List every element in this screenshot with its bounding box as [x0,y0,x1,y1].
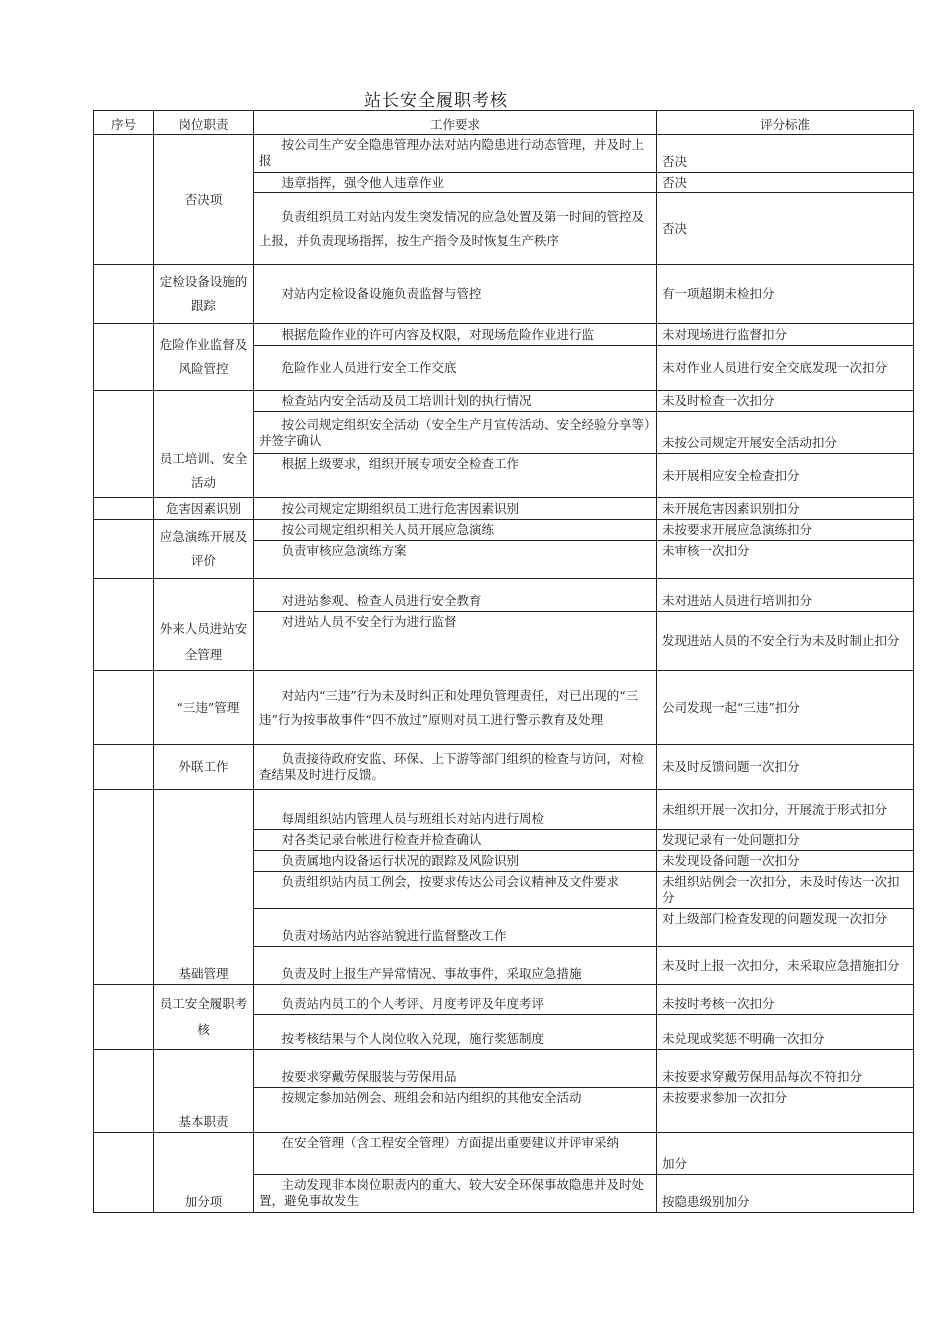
table-row [94,579,914,612]
seq-cell [94,324,154,391]
std-cell: 未按时考核一次扣分 [657,985,914,1015]
header-post: 岗位职责 [154,111,254,135]
req-cell: 每周组织站内管理人员与班组长对站内进行周检 [254,790,657,830]
std-cell: 未开展相应安全检查扣分 [657,454,914,498]
std-cell: 未兑现或奖惩不明确一次扣分 [657,1015,914,1050]
table-row [94,671,914,745]
std-cell: 未发现设备问题一次扣分 [657,851,914,872]
std-cell: 未及时上报一次扣分，未采取应急措施扣分 [657,947,914,985]
req-cell: 按公司规定组织安全活动（安全生产月宣传活动、安全经验分享等）并签字确认 [254,412,657,454]
seq-cell [94,520,154,579]
post-cell: 员工培训、安全活动 [154,391,254,498]
std-cell: 未审核一次扣分 [657,541,914,579]
seq-cell [94,265,154,324]
req-cell: 按要求穿戴劳保服装与劳保用品 [254,1050,657,1088]
post-cell: 外联工作 [154,745,254,790]
seq-cell [94,391,154,498]
req-cell: 对站内定检设备设施负责监督与管控 [254,265,657,324]
std-cell: 未组织站例会一次扣分，未及时传达一次扣分 [657,872,914,909]
req-cell: 负责组织员工对站内发生突发情况的应急处置及第一时间的管控及上报，并负责现场指挥，按生产指令及时恢复生产秩序 [254,193,657,265]
std-cell: 发现进站人员的不安全行为未及时制止扣分 [657,612,914,671]
std-cell: 按隐患级别加分 [657,1175,914,1213]
table-row [94,1133,914,1175]
req-cell: 按公司生产安全隐患管理办法对站内隐患进行动态管理，并及时上报 [254,135,657,173]
std-cell: 未按要求参加一次扣分 [657,1088,914,1133]
table-row [94,135,914,173]
header-row [94,111,914,135]
std-cell: 公司发现一起“三违”扣分 [657,671,914,745]
std-cell: 未及时反馈问题一次扣分 [657,745,914,790]
std-cell: 未按要求开展应急演练扣分 [657,520,914,541]
seq-cell [94,135,154,265]
std-cell: 未组织开展一次扣分，开展流于形式扣分 [657,790,914,830]
req-cell: 对进站参观、检查人员进行安全教育 [254,579,657,612]
std-cell: 否决 [657,193,914,265]
req-cell: 对各类记录台帐进行检查并检查确认 [254,830,657,851]
table-row [94,520,914,541]
table-row [94,790,914,830]
req-cell: 负责组织站内员工例会，按要求传达公司会议精神及文件要求 [254,872,657,909]
std-cell: 未开展危害因素识别扣分 [657,498,914,520]
table-row [94,498,914,520]
post-cell: 应急演练开展及评价 [154,520,254,579]
seq-cell [94,985,154,1050]
std-cell: 否决 [657,135,914,173]
seq-cell [94,671,154,745]
req-cell: 负责及时上报生产异常情况、事故事件，采取应急措施 [254,947,657,985]
post-cell: 加分项 [154,1133,254,1213]
req-cell: 负责属地内设备运行状况的跟踪及风险识别 [254,851,657,872]
seq-cell [94,745,154,790]
req-cell: 按公司规定组织相关人员开展应急演练 [254,520,657,541]
req-cell: 在安全管理（含工程安全管理）方面提出重要建议并评审采纳 [254,1133,657,1175]
post-cell: 定检设备设施的跟踪 [154,265,254,324]
post-cell: 外来人员进站安全管理 [154,579,254,671]
std-cell: 未对现场进行监督扣分 [657,324,914,346]
post-cell: 危险作业监督及风险管控 [154,324,254,391]
table-row [94,1050,914,1088]
std-cell: 未对进站人员进行培训扣分 [657,579,914,612]
header-seq: 序号 [94,111,154,135]
std-cell: 对上级部门检查发现的问题发现一次扣分 [657,909,914,947]
req-cell: 违章指挥，强令他人违章作业 [254,173,657,193]
req-cell: 负责对场站内站容站貌进行监督整改工作 [254,909,657,947]
req-cell: 负责接待政府安监、环保、上下游等部门组织的检查与访问，对检查结果及时进行反馈。 [254,745,657,790]
req-cell: 按考核结果与个人岗位收入兑现，施行奖惩制度 [254,1015,657,1050]
req-cell: 按规定参加站例会、班组会和站内组织的其他安全活动 [254,1088,657,1133]
seq-cell [94,579,154,671]
std-cell: 未及时检查一次扣分 [657,391,914,412]
page-title: 站长安全履职考核 [364,91,508,111]
seq-cell [94,1050,154,1133]
std-cell: 发现记录有一处问题扣分 [657,830,914,851]
table-row [94,745,914,790]
req-cell: 检查站内安全活动及员工培训计划的执行情况 [254,391,657,412]
std-cell: 未对作业人员进行安全交底发现一次扣分 [657,346,914,391]
seq-cell [94,1133,154,1213]
table-row [94,391,914,412]
post-cell: “三违”管理 [154,671,254,745]
std-cell: 加分 [657,1133,914,1175]
req-cell: 危险作业人员进行安全工作交底 [254,346,657,391]
seq-cell [94,790,154,985]
req-cell: 负责站内员工的个人考评、月度考评及年度考评 [254,985,657,1015]
std-cell: 未按公司规定开展安全活动扣分 [657,412,914,454]
req-cell: 根据危险作业的许可内容及权限，对现场危险作业进行监 [254,324,657,346]
req-cell: 按公司规定定期组织员工进行危害因素识别 [254,498,657,520]
req-cell: 负责审核应急演练方案 [254,541,657,579]
header-std: 评分标准 [657,111,914,135]
table-row [94,985,914,1015]
std-cell: 否决 [657,173,914,193]
assessment-table [93,110,914,1213]
seq-cell [94,498,154,520]
post-cell: 否决项 [154,135,254,265]
table-row [94,265,914,324]
std-cell: 未按要求穿戴劳保用品每次不符扣分 [657,1050,914,1088]
req-cell: 主动发现非本岗位职责内的重大、较大安全环保事故隐患并及时处置，避免事故发生 [254,1175,657,1213]
table-row [94,324,914,346]
header-req: 工作要求 [254,111,657,135]
req-cell: 根据上级要求，组织开展专项安全检查工作 [254,454,657,498]
post-cell: 基本职责 [154,1050,254,1133]
post-cell: 危害因素识别 [154,498,254,520]
req-cell: 对进站人员不安全行为进行监督 [254,612,657,671]
post-cell: 基础管理 [154,790,254,985]
req-cell: 对站内“三违”行为未及时纠正和处理负管理责任，对已出现的“三违”行为按事故事件“四不放过”原则对员工进行警示教育及处理 [254,671,657,745]
std-cell: 有一项超期未检扣分 [657,265,914,324]
post-cell: 员工安全履职考核 [154,985,254,1050]
